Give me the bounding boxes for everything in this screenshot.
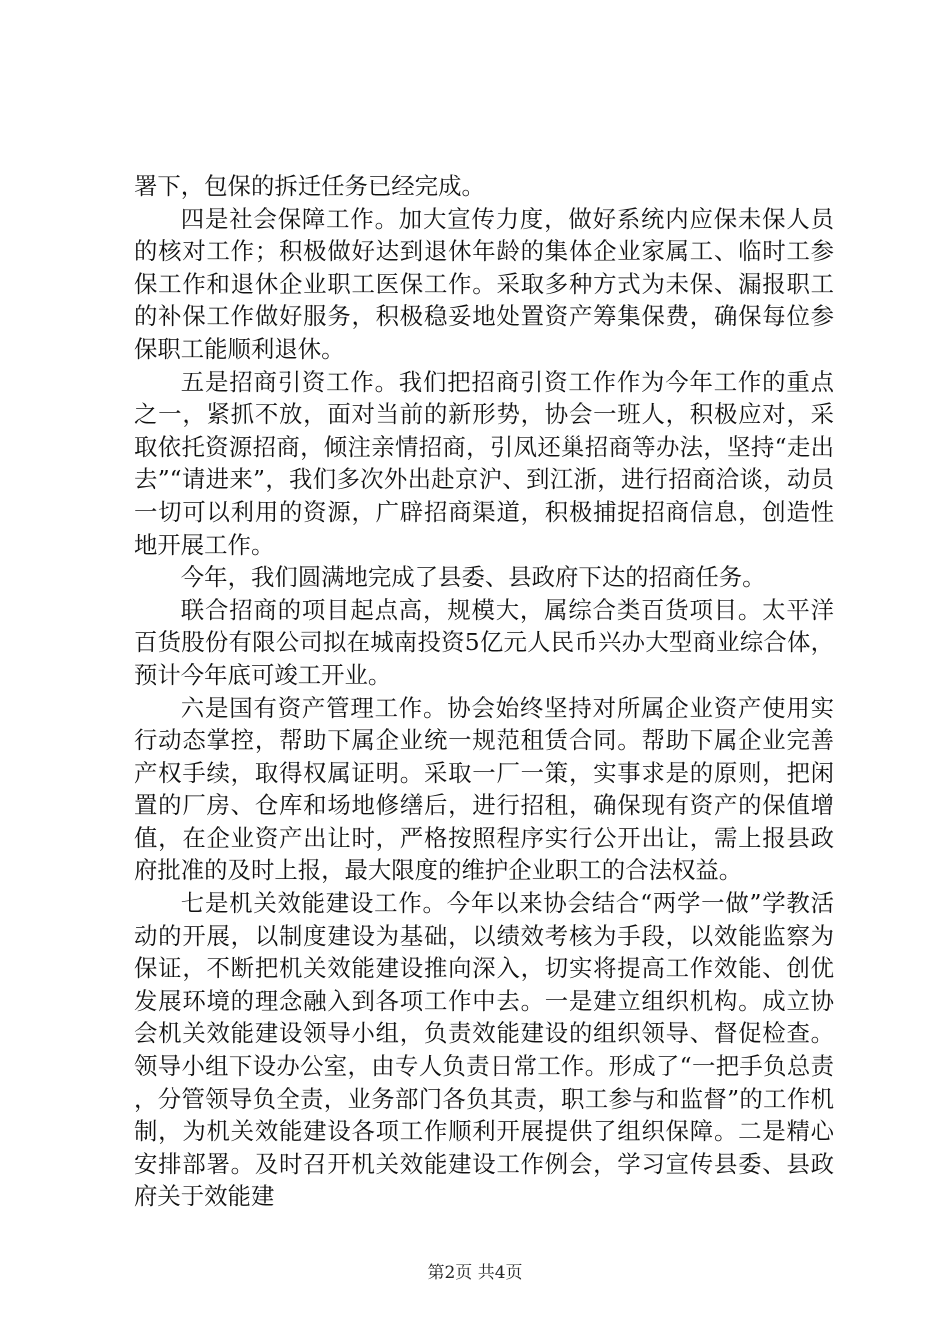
paragraph: 六是国有资产管理工作。协会始终坚持对所属企业资产使用实行动态掌控，帮助下属企业统一规范租赁合同。帮助下属企业完善产权手续，取得权属证明。采取一厂一策，实事求是的原则，把闲置的厂房、仓库和场地修缮后，进行招租，确保现有资产的保值增值，在企业资产出让时，严格按照程序实行公开出让，需上报县政府批准的及时上报，最大限度的维护企业职工的合法权益。 xyxy=(134,693,834,885)
paragraph: 五是招商引资工作。我们把招商引资工作作为今年工作的重点之一，紧抓不放，面对当前的新形势，协会一班人，积极应对，采取依托资源招商，倾注亲情招商，引凤还巢招商等办法，坚持“走出去”“请进来”，我们多次外出赴京沪、到江浙，进行招商洽谈，动员一切可以利用的资源，广辟招商渠道，积极捕捉招商信息，创造性地开展工作。 xyxy=(134,367,834,559)
page-number-label: 第2页 共4页 xyxy=(427,1263,523,1283)
paragraph: 七是机关效能建设工作。今年以来协会结合“两学一做”学教活动的开展，以制度建设为基础，以绩效考核为手段，以效能监察为保证，不断把机关效能建设推向深入，切实将提高工作效能、创优发展环境的理念融入到各项工作中去。一是建立组织机构。成立协会机关效能建设领导小组，负责效能建设的组织领导、督促检查。领导小组下设办公室，由专人负责日常工作。形成了“一把手负总责，分管领导负全责，业务部门各负其责，职工参与和监督”的工作机制，为机关效能建设各项工作顺利开展提供了组织保障。二是精心安排部署。及时召开机关效能建设工作例会，学习宣传县委、县政府关于效能建 xyxy=(134,889,834,1211)
paragraph: 四是社会保障工作。加大宣传力度，做好系统内应保未保人员的核对工作；积极做好达到退休年龄的集体企业家属工、临时工参保工作和退休企业职工医保工作。采取多种方式为未保、漏报职工的补保工作做好服务，积极稳妥地处置资产筹集保费，确保每位参保职工能顺利退休。 xyxy=(134,204,834,363)
paragraph: 今年，我们圆满地完成了县委、县政府下达的招商任务。 xyxy=(180,563,766,592)
paragraph: 署下，包保的拆迁任务已经完成。 xyxy=(134,172,485,200)
document-body xyxy=(134,170,834,1213)
paragraph: 联合招商的项目起点高，规模大，属综合类百货项目。太平洋百货股份有限公司拟在城南投资5亿元人民币兴办大型商业综合体，预计今年底可竣工开业。 xyxy=(134,595,834,689)
page-footer xyxy=(0,1262,950,1284)
